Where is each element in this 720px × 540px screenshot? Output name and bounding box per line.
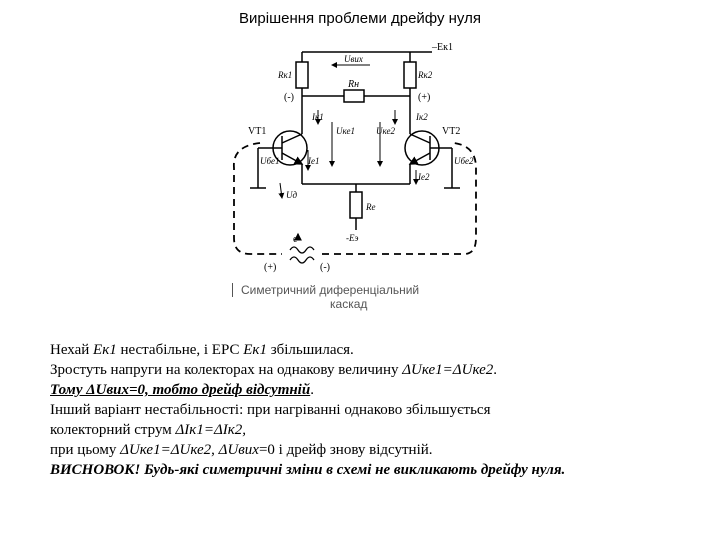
label-ie2: Iе2 xyxy=(418,172,430,182)
circuit-caption xyxy=(232,283,464,311)
label-ube2: Uбе2 xyxy=(454,156,474,166)
page-title: Вирішення проблеми дрейфу нуля xyxy=(239,10,481,27)
label-ube1: Uбе1 xyxy=(260,156,280,166)
text-line-4: Інший варіант нестабільності: при нагріванні однаково збільшується xyxy=(50,402,491,418)
caption-line-1: Симетричний диференціальний xyxy=(232,283,464,297)
label-rk1: Rк1 xyxy=(278,70,293,80)
caption-line-2: каскад xyxy=(330,297,368,311)
label-ik1: Iк1 xyxy=(312,112,324,122)
label-e: e xyxy=(293,234,298,245)
explanation-text xyxy=(50,340,710,480)
label-uke1: Uке1 xyxy=(336,126,355,136)
resistor-re xyxy=(350,192,362,218)
label-ee: -Eэ xyxy=(346,233,359,243)
text-line-3: Тому ΔUвих=0, тобто дрейф відсутній. xyxy=(50,382,314,398)
label-minus-left: (-) xyxy=(284,92,294,103)
label-vt1: VT1 xyxy=(248,126,267,137)
label-plus-gen: (+) xyxy=(264,262,277,273)
text-line-2: Зростуть напруги на колекторах на однакову величину ΔUке1=ΔUке2. xyxy=(50,362,497,378)
resistor-rk2 xyxy=(404,62,416,88)
text-line-5: колекторний струм ΔIк1=ΔIк2, xyxy=(50,422,247,438)
differential-amplifier-circuit xyxy=(220,38,490,320)
label-ek1: –Eк1 xyxy=(432,42,453,53)
label-ie1: Iе1 xyxy=(308,156,320,166)
label-rn: Rн xyxy=(348,79,360,90)
label-ud: Uд xyxy=(286,190,298,200)
label-vt2: VT2 xyxy=(442,126,461,137)
text-line-7-conclusion: ВИСНОВОК! Будь-які симетричні зміни в схемі не викликають дрейфу нуля. xyxy=(50,462,566,478)
label-rk2: Rк2 xyxy=(418,70,433,80)
label-uke2: Uке2 xyxy=(376,126,395,136)
text-line-1: Нехай Ек1 нестабільне, і ЕРС Ек1 збільшилася. xyxy=(50,342,354,358)
text-line-6: при цьому ΔUке1=ΔUке2, ΔUвих=0 і дрейф знову відсутній. xyxy=(50,442,433,458)
resistor-rk1 xyxy=(296,62,308,88)
label-re: Rе xyxy=(366,202,376,212)
resistor-rn xyxy=(344,90,364,102)
ac-source-symbol xyxy=(290,247,314,253)
label-minus-gen: (-) xyxy=(320,262,330,273)
label-ik2: Iк2 xyxy=(416,112,428,122)
label-uvih: Uвих xyxy=(344,54,363,64)
label-plus-right: (+) xyxy=(418,92,431,103)
